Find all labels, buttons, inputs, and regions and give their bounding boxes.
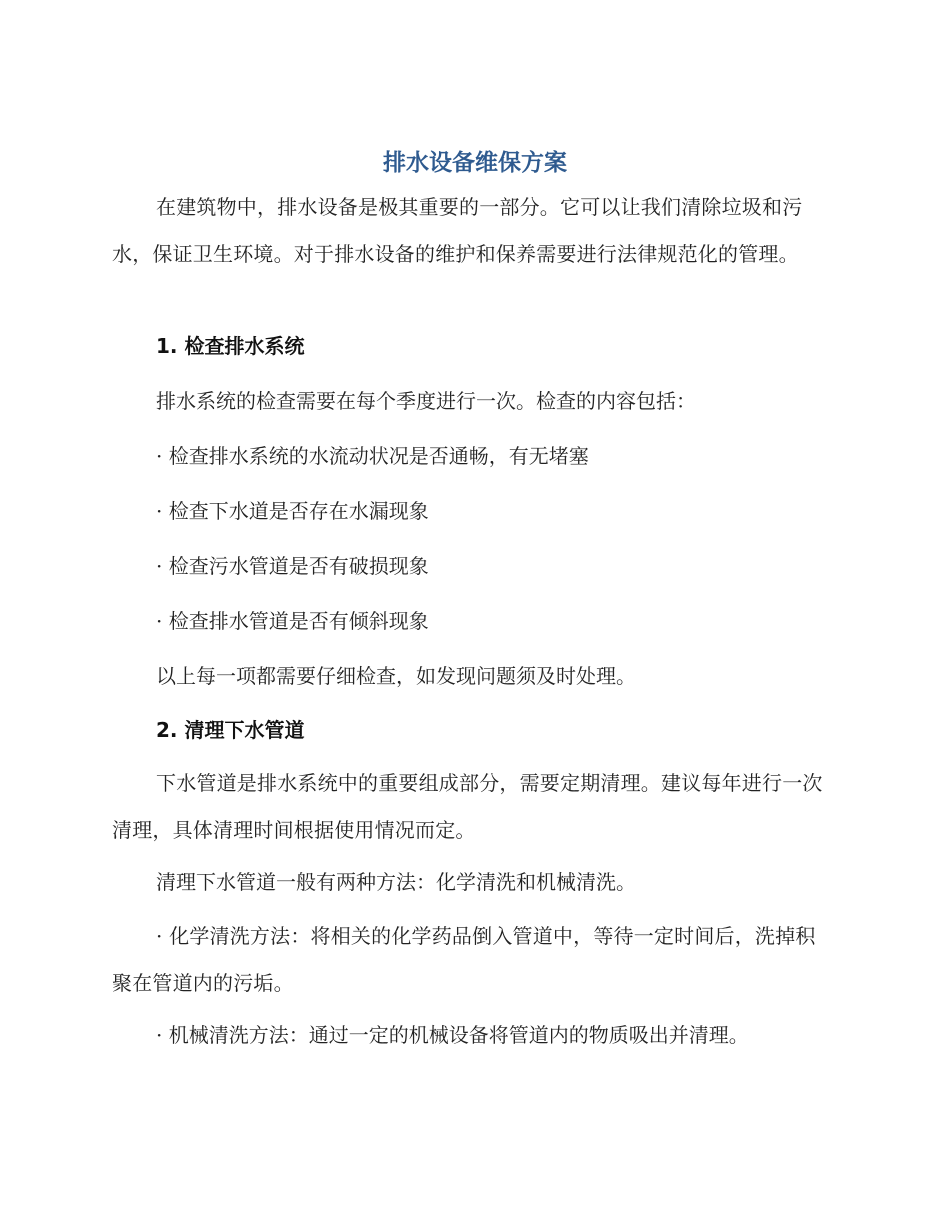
section-1-heading: 1. 检查排水系统: [156, 334, 305, 358]
check-item-3: · 检查污水管道是否有破损现象: [156, 554, 429, 578]
section-2-paragraph-1: 下水管道是排水系统中的重要组成部分，需要定期清理。建议每年进行一次清理，具体清理时间根据使用情况而定。: [112, 771, 823, 842]
section-1-lead: 排水系统的检查需要在每个季度进行一次。检查的内容包括：: [156, 389, 696, 413]
section-2-paragraph-2: 清理下水管道一般有两种方法：化学清洗和机械清洗。: [156, 870, 636, 894]
check-item-4: · 检查排水管道是否有倾斜现象: [156, 609, 429, 633]
section-1-closing: 以上每一项都需要仔细检查，如发现问题须及时处理。: [156, 664, 636, 688]
check-item-2: · 检查下水道是否存在水漏现象: [156, 499, 429, 523]
mechanical-cleaning-method: · 机械清洗方法：通过一定的机械设备将管道内的物质吸出并清理。: [156, 1023, 749, 1047]
chemical-cleaning-method: · 化学清洗方法：将相关的化学药品倒入管道中，等待一定时间后，洗掉积聚在管道内的污垢。: [112, 924, 816, 995]
document-title: 排水设备维保方案: [383, 150, 567, 176]
intro-paragraph: 在建筑物中，排水设备是极其重要的一部分。它可以让我们清除垃圾和污水，保证卫生环境。对于排水设备的维护和保养需要进行法律规范化的管理。: [112, 195, 803, 266]
check-item-1: · 检查排水系统的水流动状况是否通畅，有无堵塞: [156, 444, 589, 468]
section-2-heading: 2. 清理下水管道: [156, 718, 305, 742]
